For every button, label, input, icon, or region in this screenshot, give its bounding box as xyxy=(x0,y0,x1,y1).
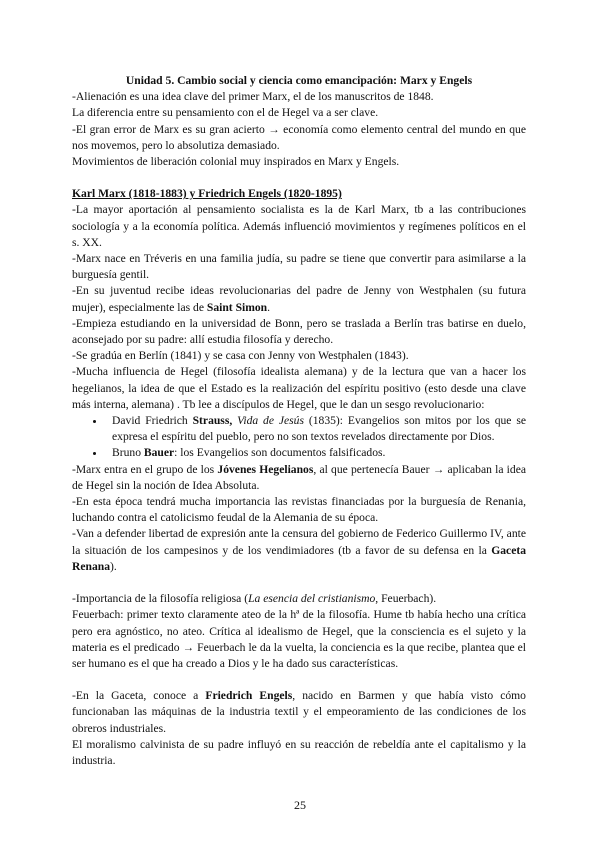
paragraph: Feuerbach: primer texto claramente ateo de la hª de la filosofía. Hume tb había hecho una crítica pero era agnóstico, no ateo. Crítica al idealismo de Hegel, que la consciencia es el sujeto y la materia es el predicado → Feuerbach le da la vuelta, la conciencia es la que recibe, plantea que el ser humano es el que ha creado a Dios y le ha dado sus características. xyxy=(72,608,526,670)
paragraph: -Empieza estudiando en la universidad de Bonn, pero se traslada a Berlín tras batirse en duelo, aconsejado por su padre: allí estudia filosofía y derecho. xyxy=(72,316,526,347)
bold-term: Friedrich Engels xyxy=(205,689,293,703)
bold-term: Saint Simon xyxy=(206,300,268,314)
paragraph: El moralismo calvinista de su padre influyó en su reacción de rebeldía ante el capitalismo y la industria. xyxy=(72,737,526,767)
list-item: • Bruno Bauer: los Evangelios son documentos falsificados. xyxy=(106,445,526,461)
unit-title: Unidad 5. Cambio social y ciencia como emancipación: Marx y Engels xyxy=(125,74,473,87)
italic-title: La esencia del cristianismo xyxy=(248,592,376,606)
paragraph: -En su juventud recibe ideas revolucionarias del padre de Jenny von Westphalen (su futura mujer), especialmente las de Saint Simon. xyxy=(72,284,526,314)
bold-term: Gaceta Renana xyxy=(72,543,526,573)
paragraph: -La mayor aportación al pensamiento socialista es la de Karl Marx, tb a las contribuciones sociología y a la economía política. Además influenció movimientos y regímenes políticos en el s. XX. xyxy=(72,203,526,249)
list-item: • David Friedrich Strauss, Vida de Jesús (1835): Evangelios son mitos por los que se expresa el espíritu del pueblo, pero no son textos revelados directamente por Dios. xyxy=(106,413,526,445)
intro-line-1: -Alienación es una idea clave del primer Marx, el de los manuscritos de 1848. xyxy=(72,90,434,104)
paragraph: -En la Gaceta, conoce a Friedrich Engels, nacido en Barmen y que había visto cómo funcionaban las máquinas de la industria textil y el empeoramiento de las condiciones de los obreros industriales. xyxy=(72,689,526,735)
page-number: 25 xyxy=(294,798,306,812)
paragraph: -Se gradúa en Berlín (1841) y se casa con Jenny von Westphalen (1843). xyxy=(72,349,409,363)
paragraph: -Van a defender libertad de expresión ante la censura del gobierno de Federico Guillermo IV, ante la situación de los campesinos y de los vendimiadores (tb a favor de su defensa en la Gaceta Renana). xyxy=(72,527,526,573)
spacer xyxy=(72,575,526,591)
intro-line-4: Movimientos de liberación colonial muy inspirados en Marx y Engels. xyxy=(72,155,400,169)
paragraph: -Importancia de la filosofía religiosa (La esencia del cristianismo, Feuerbach). xyxy=(72,592,437,606)
paragraph: -En esta época tendrá mucha importancia las revistas financiadas por la burguesía de Renania, luchando contra el catolicismo feudal de la Alemania de su época. xyxy=(72,495,526,525)
paragraph: -Marx entra en el grupo de los Jóvenes Hegelianos, al que pertenecía Bauer → aplicaban la idea de Hegel sin la noción de Idea Absoluta. xyxy=(72,462,526,492)
intro-line-3: -El gran error de Marx es su gran acierto → economía como elemento central del mundo en que nos movemos, pero lo absolutiza demasiado. xyxy=(72,122,526,152)
paragraph: -Mucha influencia de Hegel (filosofía idealista alemana) y de la lectura que van a hacer los hegelianos, la idea de que el Estado es la realización del espíritu positivo (esto desde una clave más interna, alemana) . Tb lee a discípulos de Hegel, que le dan un sesgo revolucionario: xyxy=(72,365,526,411)
document-page xyxy=(72,73,526,769)
spacer xyxy=(72,672,526,688)
section-heading: Karl Marx (1818-1883) y Friedrich Engels (1820-1895) xyxy=(72,187,342,201)
paragraph: -Marx nace en Tréveris en una familia judía, su padre se tiene que convertir para asimilarse a la burguesía gentil. xyxy=(72,252,526,282)
bullet-list xyxy=(72,413,526,462)
bold-term: Jóvenes Hegelianos xyxy=(217,462,314,476)
intro-line-2: La diferencia entre su pensamiento con el de Hegel va a ser clave. xyxy=(72,106,379,120)
spacer xyxy=(72,170,526,186)
